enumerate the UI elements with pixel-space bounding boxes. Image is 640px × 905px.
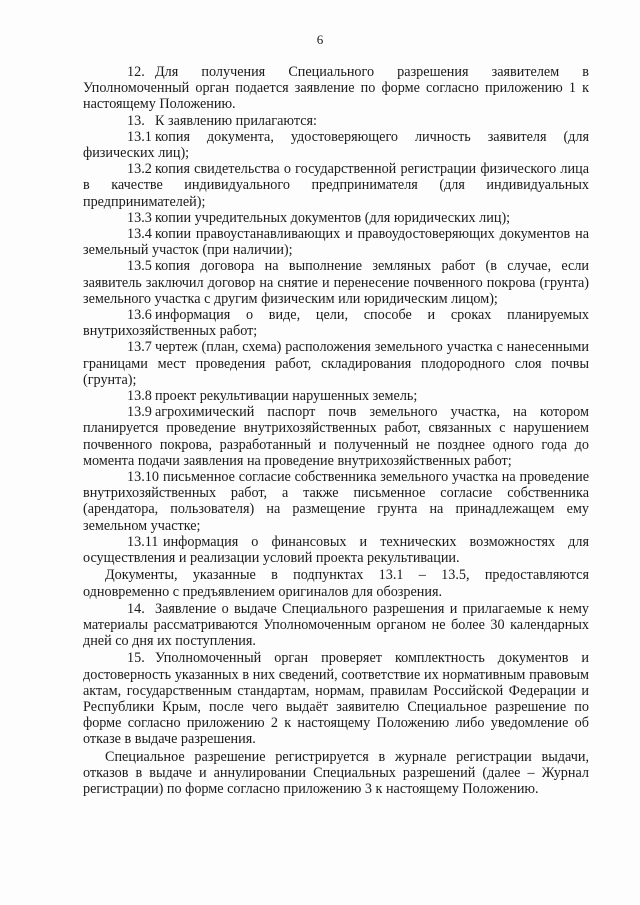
paragraph-text: агрохимический паспорт почв земельного участка, на котором планируется проведение внутрихозяйственных работ, связанных с нарушением почвенного покрова, разработанный и полученный не позднее одного года до момента подачи заявления на проведение внутрихозяйственных работ; [83,404,589,469]
subparagraph-13-2 [83,161,589,210]
paragraph-text: Уполномоченный орган проверяет комплектность документов и достоверность указанных в них сведений, соответствие их нормативным правовым актам, государственным стандартам, нормам, правилам Российской Федерации и Республики Крым, после чего выдаёт заявителю Специальное разрешение по форме согласно приложению 2 к настоящему Положению либо уведомление об отказе в выдаче разрешения. [83,650,589,748]
page-number: 6 [316,32,324,47]
paragraph-text: Заявление о выдаче Специального разрешения и прилагаемые к нему материалы рассматриваются Уполномоченным органом не более 30 календарных дней со дня их поступления. [83,600,589,650]
subparagraph-13-11 [83,534,589,566]
paragraph-12 [83,64,589,113]
paragraph-number: 13.10 [127,469,159,486]
paragraph-text: Специальное разрешение регистрируется в журнале регистрации выдачи, отказов в выдаче и аннулировании Специальных разрешений (далее – Журнал регистрации) по форме согласно приложению 3 к настоящему Положению. [83,748,589,797]
paragraph-text: Для получения Специального разрешения заявителем в Уполномоченный орган подается заявление по форме согласно приложению 1 к настоящему Положению. [83,64,589,113]
subparagraph-13-6 [83,307,589,339]
paragraph-text: информация о виде, цели, способе и сроках планируемых внутрихозяйственных работ; [83,307,589,340]
paragraph-text: копия свидетельства о государственной регистрации физического лица в качестве индивидуального предпринимателя (для индивидуальных предпринимателей); [83,161,589,210]
paragraph-number: 13.1 [127,128,152,145]
paragraph-number: 13. [127,112,145,129]
subparagraph-13-4 [83,226,589,258]
paragraph-text: Документы, указанные в подпунктах 13.1 – 13.5, предоставляются одновременно с предъявлением оригиналов для обозрения. [83,567,589,600]
paragraph-text: копии правоустанавливающих и правоудостоверяющих документов на земельный участок (при наличии); [83,226,589,259]
subparagraph-13-9 [83,404,589,469]
paragraph-number: 13.2 [127,161,152,178]
paragraph-number: 13.3 [127,209,152,226]
paragraph-text: копия договора на выполнение земляных работ (в случае, если заявитель заключил договор на снятие и перенесение почвенного покрова (грунта) земельного участка с другим физическим или юридическим лицом); [83,258,589,307]
paragraph-text: чертеж (план, схема) расположения земельного участка с нанесенными границами мест проведения работ, складирования плодородного слоя почвы (грунта); [83,339,589,388]
paragraph-text: копии учредительных документов (для юридических лиц); [155,209,511,226]
subparagraph-13-7 [83,339,589,388]
subparagraph-13-5 [83,258,589,307]
paragraph-text: информация о финансовых и технических возможностях для осуществления и реализации условий проекта рекультивации. [83,533,589,567]
paragraph-text: К заявлению прилагаются: [155,112,317,129]
paragraph-15 [83,650,589,747]
documents-note [83,567,589,599]
subparagraph-13-3 [83,210,589,226]
paragraph-text: копия документа, удостоверяющего личность заявителя (для физических лиц); [83,128,589,162]
subparagraph-13-1 [83,129,589,161]
paragraph-number: 13.5 [127,258,152,275]
paragraph-13 [83,113,589,129]
subparagraph-13-10 [83,469,589,534]
paragraph-number: 13.11 [127,533,159,550]
registration-note [83,749,589,798]
paragraph-number: 13.7 [127,339,152,356]
document-body [83,64,589,797]
paragraph-number: 13.4 [127,226,152,243]
paragraph-number: 12. [127,64,145,80]
subparagraph-13-8 [83,388,589,404]
paragraph-number: 14. [127,600,145,617]
paragraph-number: 13.9 [127,404,152,421]
paragraph-text: письменное согласие собственника земельного участка на проведение внутрихозяйственных работ, а также письменное согласие собственника (арендатора, пользователя) на размещение грунта на принадлежащем ему земельном участке; [83,469,589,534]
paragraph-number: 13.6 [127,307,152,324]
paragraph-number: 13.8 [127,388,152,405]
paragraph-14 [83,601,589,650]
paragraph-text: проект рекультивации нарушенных земель; [155,388,418,405]
paragraph-number: 15. [127,650,145,667]
